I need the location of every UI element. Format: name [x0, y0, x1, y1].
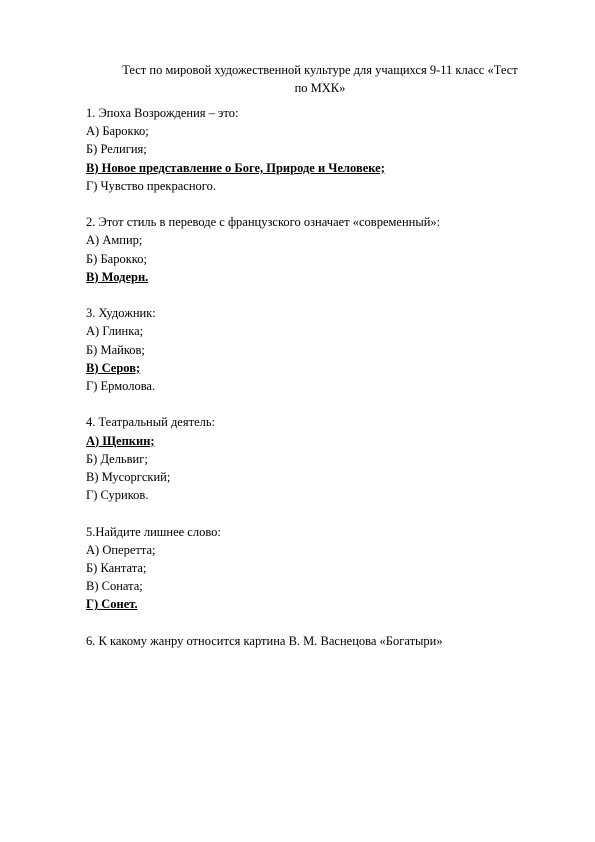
question-text: 3. Художник:	[86, 306, 156, 321]
answer-option: В) Мусоргский;	[86, 470, 171, 485]
test-questions	[86, 104, 556, 668]
answer-option: А) Оперетта;	[86, 542, 156, 557]
correct-answer-option: В) Модерн.	[86, 269, 149, 284]
answer-option: Б) Религия;	[86, 142, 147, 157]
question-text: 6. К какому жанру относится картина В. М. Васнецова «Богатыри»	[86, 633, 443, 648]
title-line-1: Тест по мировой художественной культуре для учащихся 9-11 класс «Тест	[122, 63, 518, 77]
correct-answer-option: В) Серов;	[86, 360, 141, 375]
correct-answer-option: В) Новое представление о Боге, Природе и Человеке;	[86, 160, 385, 175]
correct-answer-option: Г) Сонет.	[86, 597, 138, 612]
answer-option: А) Глинка;	[86, 324, 144, 339]
question-4	[86, 413, 556, 504]
answer-option: В) Соната;	[86, 579, 143, 594]
question-text: 5.Найдите лишнее слово:	[86, 524, 221, 539]
answer-option: Г) Чувство прекрасного.	[86, 178, 216, 193]
document-title	[80, 61, 560, 97]
answer-option: А) Ампир;	[86, 233, 143, 248]
question-3	[86, 304, 556, 395]
question-2	[86, 213, 556, 286]
answer-option: Б) Майков;	[86, 342, 145, 357]
answer-option: Г) Суриков.	[86, 488, 149, 503]
correct-answer-option: А) Щепкин;	[86, 433, 155, 448]
question-text: 4. Театральный деятель:	[86, 415, 216, 430]
answer-option: А) Барокко;	[86, 124, 149, 139]
answer-option: Б) Барокко;	[86, 251, 147, 266]
title-line-2: по МХК»	[294, 81, 346, 95]
answer-option: Б) Дельвиг;	[86, 451, 148, 466]
answer-option: Б) Кантата;	[86, 561, 147, 576]
question-1	[86, 104, 556, 195]
question-5	[86, 523, 556, 614]
question-6	[86, 632, 556, 650]
answer-option: Г) Ермолова.	[86, 379, 156, 394]
question-text: 1. Эпоха Возрождения – это:	[86, 106, 239, 120]
question-text: 2. Этот стиль в переводе с французского означает «современный»:	[86, 215, 441, 230]
